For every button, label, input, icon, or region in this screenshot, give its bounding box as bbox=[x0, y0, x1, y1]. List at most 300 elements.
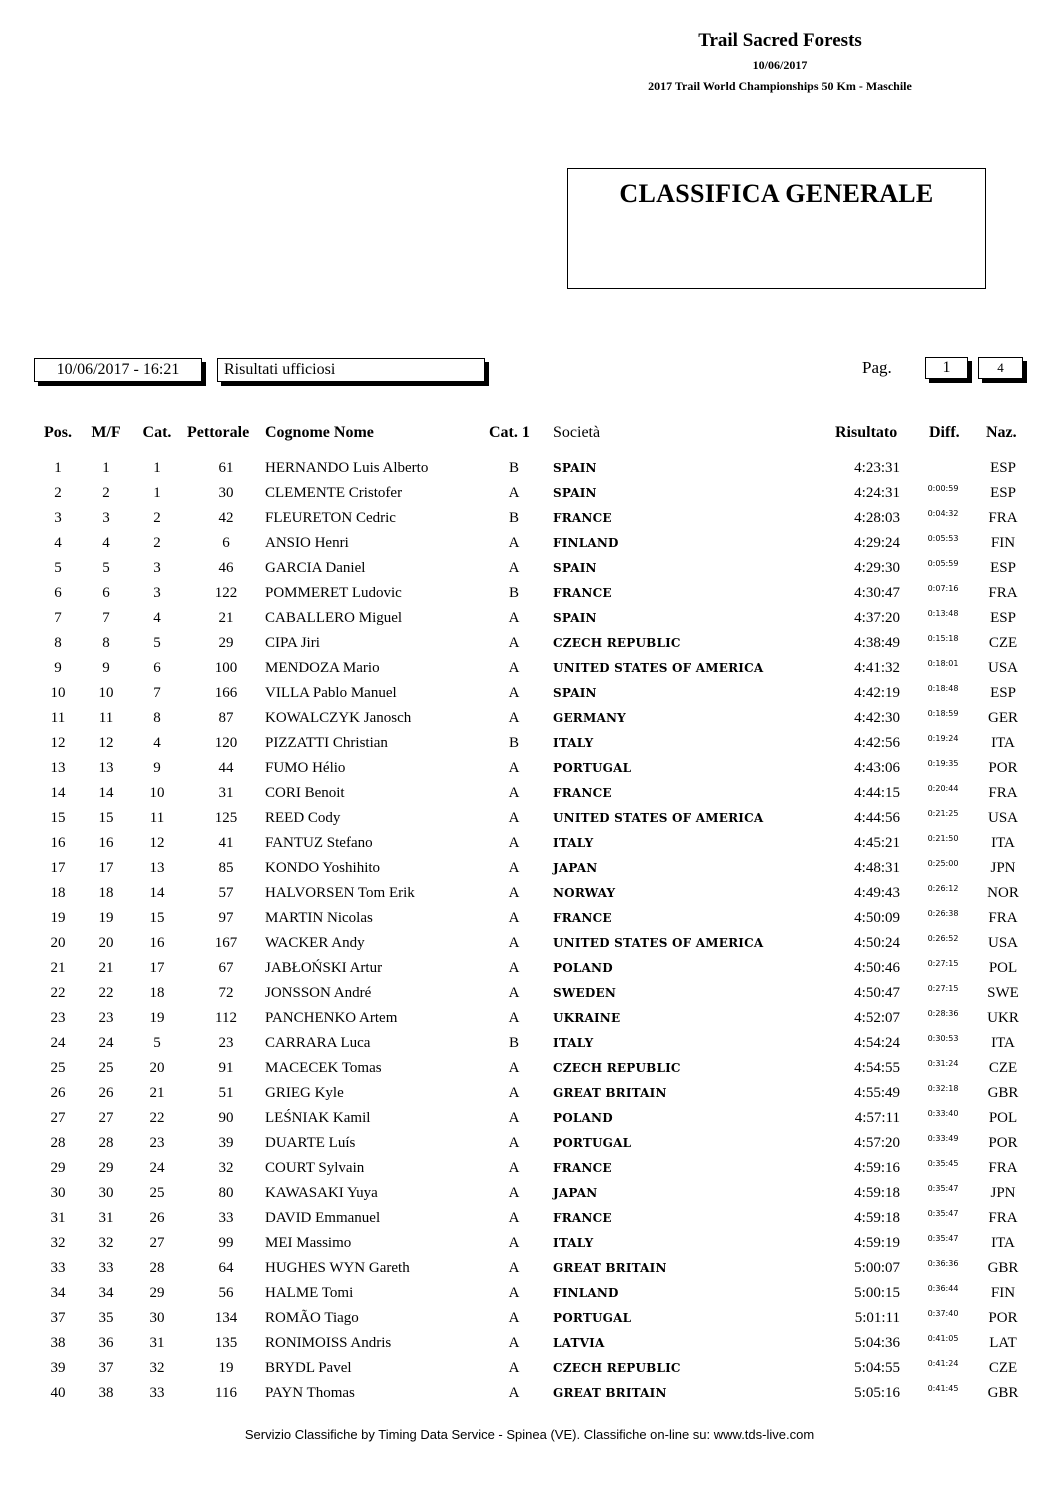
cell-bib: 33 bbox=[218, 1210, 234, 1226]
cell-nation: ITA bbox=[991, 735, 1015, 751]
cell-nation: NOR bbox=[987, 885, 1019, 901]
cell-nation: CZE bbox=[988, 1360, 1018, 1376]
cell-name: KOWALCZYK Janosch bbox=[265, 710, 412, 726]
cell-nation: FRA bbox=[988, 1210, 1018, 1226]
cell-name: WACKER Andy bbox=[265, 935, 365, 951]
cell-diff: 0:30:53 bbox=[927, 1034, 959, 1043]
table-row bbox=[0, 932, 1059, 957]
cell-club: GREAT BRITAIN bbox=[553, 1261, 667, 1275]
cell-mf: 9 bbox=[102, 660, 110, 676]
cell-name: RONIMOISS Andris bbox=[265, 1335, 392, 1351]
cell-pos: 16 bbox=[50, 835, 66, 851]
cell-name: HERNANDO Luis Alberto bbox=[265, 460, 429, 476]
cell-result: 4:50:24 bbox=[854, 935, 900, 951]
cell-pos: 3 bbox=[54, 510, 62, 526]
cell-nation: ITA bbox=[991, 1035, 1015, 1051]
cell-bib: 125 bbox=[214, 810, 238, 826]
cell-club: GREAT BRITAIN bbox=[553, 1086, 667, 1100]
cell-cat1: A bbox=[508, 910, 520, 926]
cell-cat1: A bbox=[508, 1335, 520, 1351]
cell-pos: 8 bbox=[54, 635, 62, 651]
cell-mf: 12 bbox=[98, 735, 114, 751]
cell-cat: 14 bbox=[149, 885, 165, 901]
table-row bbox=[0, 1282, 1059, 1307]
cell-mf: 28 bbox=[98, 1135, 114, 1151]
table-row bbox=[0, 457, 1059, 482]
cell-cat: 2 bbox=[153, 510, 161, 526]
cell-cat1: A bbox=[508, 1235, 520, 1251]
cell-pos: 32 bbox=[50, 1235, 66, 1251]
cell-cat1: B bbox=[508, 1035, 519, 1051]
table-row bbox=[0, 682, 1059, 707]
cell-result: 4:24:31 bbox=[854, 485, 900, 501]
cell-club: UNITED STATES OF AMERICA bbox=[553, 936, 764, 950]
cell-cat: 9 bbox=[153, 760, 161, 776]
cell-nation: POL bbox=[988, 960, 1018, 976]
cell-name: HUGHES WYN Gareth bbox=[265, 1260, 410, 1276]
table-row bbox=[0, 1257, 1059, 1282]
cell-diff: 0:21:50 bbox=[927, 834, 959, 843]
cell-pos: 20 bbox=[50, 935, 66, 951]
cell-bib: 39 bbox=[218, 1135, 234, 1151]
cell-bib: 21 bbox=[218, 610, 234, 626]
cell-bib: 91 bbox=[218, 1060, 234, 1076]
cell-diff: 0:05:59 bbox=[927, 559, 959, 568]
cell-cat1: A bbox=[508, 660, 520, 676]
cell-pos: 9 bbox=[54, 660, 62, 676]
cell-diff: 0:04:32 bbox=[927, 509, 959, 518]
cell-pos: 13 bbox=[50, 760, 66, 776]
cell-diff: 0:37:40 bbox=[927, 1309, 959, 1318]
table-header bbox=[0, 424, 1059, 446]
cell-pos: 38 bbox=[50, 1335, 66, 1351]
cell-pos: 1 bbox=[54, 460, 62, 476]
cell-bib: 6 bbox=[222, 535, 230, 551]
cell-diff: 0:36:44 bbox=[927, 1284, 959, 1293]
cell-result: 4:44:56 bbox=[854, 810, 900, 826]
cell-pos: 30 bbox=[50, 1185, 66, 1201]
cell-pos: 23 bbox=[50, 1010, 66, 1026]
cell-cat1: A bbox=[508, 560, 520, 576]
cell-result: 5:00:15 bbox=[854, 1285, 900, 1301]
cell-mf: 22 bbox=[98, 985, 114, 1001]
cell-club: SPAIN bbox=[553, 486, 597, 500]
cell-name: MEI Massimo bbox=[265, 1235, 352, 1251]
cell-result: 4:38:49 bbox=[854, 635, 900, 651]
cell-mf: 32 bbox=[98, 1235, 114, 1251]
cell-mf: 8 bbox=[102, 635, 110, 651]
table-row bbox=[0, 807, 1059, 832]
cell-diff: 0:18:48 bbox=[927, 684, 959, 693]
cell-pos: 4 bbox=[54, 535, 62, 551]
cell-bib: 42 bbox=[218, 510, 234, 526]
cell-diff: 0:41:05 bbox=[927, 1334, 959, 1343]
cell-pos: 33 bbox=[50, 1260, 66, 1276]
cell-name: DAVID Emmanuel bbox=[265, 1210, 381, 1226]
cell-name: CIPA Jiri bbox=[265, 635, 320, 651]
cell-nation: GBR bbox=[987, 1385, 1019, 1401]
timestamp-box: 10/06/2017 - 16:21 bbox=[34, 358, 202, 382]
cell-cat1: A bbox=[508, 960, 520, 976]
cell-club: JAPAN bbox=[553, 861, 598, 875]
cell-nation: FRA bbox=[988, 785, 1018, 801]
cell-pos: 6 bbox=[54, 585, 62, 601]
cell-cat1: A bbox=[508, 1385, 520, 1401]
header-diff: Diff. bbox=[929, 424, 960, 441]
cell-name: ANSIO Henri bbox=[265, 535, 349, 551]
cell-nation: POR bbox=[988, 1310, 1018, 1326]
cell-club: SPAIN bbox=[553, 561, 597, 575]
cell-cat1: A bbox=[508, 1360, 520, 1376]
cell-name: KONDO Yoshihito bbox=[265, 860, 381, 876]
cell-cat1: A bbox=[508, 835, 520, 851]
cell-club: FRANCE bbox=[553, 911, 612, 925]
cell-result: 4:57:11 bbox=[854, 1110, 900, 1126]
table-row bbox=[0, 707, 1059, 732]
cell-cat: 20 bbox=[149, 1060, 165, 1076]
cell-cat: 29 bbox=[149, 1285, 165, 1301]
cell-club: ITALY bbox=[553, 1036, 594, 1050]
cell-pos: 2 bbox=[54, 485, 62, 501]
cell-cat1: A bbox=[508, 860, 520, 876]
cell-name: PANCHENKO Artem bbox=[265, 1010, 398, 1026]
cell-bib: 85 bbox=[218, 860, 234, 876]
cell-mf: 19 bbox=[98, 910, 114, 926]
table-row bbox=[0, 732, 1059, 757]
cell-pos: 21 bbox=[50, 960, 66, 976]
cell-result: 4:42:30 bbox=[854, 710, 900, 726]
table-row bbox=[0, 1207, 1059, 1232]
cell-name: PIZZATTI Christian bbox=[265, 735, 388, 751]
cell-club: PORTUGAL bbox=[553, 1136, 632, 1150]
cell-diff: 0:05:53 bbox=[927, 534, 959, 543]
cell-diff: 0:26:52 bbox=[927, 934, 959, 943]
cell-result: 4:57:20 bbox=[854, 1135, 900, 1151]
cell-club: GREAT BRITAIN bbox=[553, 1386, 667, 1400]
table-row bbox=[0, 1307, 1059, 1332]
cell-result: 4:59:18 bbox=[854, 1185, 900, 1201]
cell-bib: 112 bbox=[215, 1010, 237, 1026]
cell-diff: 0:32:18 bbox=[927, 1084, 959, 1093]
cell-pos: 24 bbox=[50, 1035, 66, 1051]
cell-mf: 34 bbox=[98, 1285, 114, 1301]
cell-cat: 23 bbox=[149, 1135, 165, 1151]
cell-name: MACECEK Tomas bbox=[265, 1060, 382, 1076]
cell-name: JONSSON André bbox=[265, 985, 372, 1001]
cell-cat: 5 bbox=[153, 1035, 161, 1051]
cell-pos: 18 bbox=[50, 885, 66, 901]
cell-cat: 27 bbox=[149, 1235, 165, 1251]
cell-cat1: A bbox=[508, 1285, 520, 1301]
cell-result: 4:23:31 bbox=[854, 460, 900, 476]
cell-bib: 97 bbox=[218, 910, 234, 926]
cell-club: PORTUGAL bbox=[553, 1311, 632, 1325]
cell-mf: 30 bbox=[98, 1185, 114, 1201]
table-row bbox=[0, 1232, 1059, 1257]
cell-bib: 134 bbox=[214, 1310, 238, 1326]
table-row bbox=[0, 1332, 1059, 1357]
cell-name: HALME Tomi bbox=[265, 1285, 354, 1301]
cell-cat: 5 bbox=[153, 635, 161, 651]
table-row bbox=[0, 757, 1059, 782]
cell-bib: 30 bbox=[218, 485, 234, 501]
cell-cat1: A bbox=[508, 935, 520, 951]
cell-pos: 7 bbox=[54, 610, 62, 626]
header-nation: Naz. bbox=[986, 424, 1017, 441]
cell-nation: USA bbox=[987, 935, 1018, 951]
cell-club: SPAIN bbox=[553, 611, 597, 625]
cell-bib: 122 bbox=[214, 585, 238, 601]
cell-result: 4:54:24 bbox=[854, 1035, 900, 1051]
cell-pos: 28 bbox=[50, 1135, 66, 1151]
cell-result: 4:42:56 bbox=[854, 735, 900, 751]
cell-cat1: A bbox=[508, 1010, 520, 1026]
cell-result: 4:59:16 bbox=[854, 1160, 900, 1176]
cell-cat: 3 bbox=[153, 560, 161, 576]
cell-pos: 19 bbox=[50, 910, 66, 926]
cell-mf: 5 bbox=[102, 560, 110, 576]
cell-nation: POL bbox=[988, 1110, 1018, 1126]
cell-cat: 12 bbox=[149, 835, 165, 851]
cell-club: FRANCE bbox=[553, 1161, 612, 1175]
header-result: Risultato bbox=[835, 424, 898, 441]
cell-bib: 44 bbox=[218, 760, 234, 776]
cell-cat1: A bbox=[508, 610, 520, 626]
cell-result: 4:55:49 bbox=[854, 1085, 900, 1101]
cell-cat: 32 bbox=[149, 1360, 165, 1376]
cell-pos: 17 bbox=[50, 860, 66, 876]
cell-nation: GER bbox=[988, 710, 1018, 726]
cell-bib: 99 bbox=[218, 1235, 234, 1251]
cell-diff: 0:00:59 bbox=[927, 484, 959, 493]
cell-bib: 57 bbox=[218, 885, 234, 901]
cell-cat1: A bbox=[508, 1210, 520, 1226]
cell-diff: 0:33:49 bbox=[927, 1134, 959, 1143]
cell-result: 4:29:24 bbox=[854, 535, 900, 551]
cell-cat: 31 bbox=[149, 1335, 165, 1351]
cell-result: 4:49:43 bbox=[854, 885, 900, 901]
cell-cat1: B bbox=[508, 735, 519, 751]
cell-club: SPAIN bbox=[553, 686, 597, 700]
cell-mf: 21 bbox=[98, 960, 114, 976]
cell-bib: 29 bbox=[218, 635, 234, 651]
cell-name: MENDOZA Mario bbox=[265, 660, 380, 676]
cell-result: 4:59:18 bbox=[854, 1210, 900, 1226]
cell-cat1: B bbox=[508, 510, 519, 526]
classification-title: CLASSIFICA GENERALE bbox=[619, 179, 934, 208]
cell-pos: 11 bbox=[50, 710, 66, 726]
cell-cat: 2 bbox=[153, 535, 161, 551]
table-row bbox=[0, 1057, 1059, 1082]
cell-nation: FIN bbox=[990, 1285, 1016, 1301]
cell-nation: SWE bbox=[987, 985, 1019, 1001]
event-title: Trail Sacred Forests bbox=[698, 30, 862, 51]
status-box: Risultati ufficiosi bbox=[217, 358, 485, 382]
cell-cat: 22 bbox=[149, 1110, 165, 1126]
cell-cat: 4 bbox=[153, 735, 161, 751]
cell-bib: 56 bbox=[218, 1285, 234, 1301]
cell-mf: 20 bbox=[98, 935, 114, 951]
table-row bbox=[0, 482, 1059, 507]
cell-nation: ITA bbox=[991, 835, 1015, 851]
cell-diff: 0:19:35 bbox=[927, 759, 959, 768]
cell-cat1: A bbox=[508, 535, 520, 551]
cell-club: SPAIN bbox=[553, 461, 597, 475]
cell-diff: 0:36:36 bbox=[927, 1259, 959, 1268]
cell-pos: 15 bbox=[50, 810, 66, 826]
cell-pos: 10 bbox=[50, 685, 66, 701]
cell-bib: 32 bbox=[218, 1160, 234, 1176]
cell-cat: 25 bbox=[149, 1185, 165, 1201]
cell-cat: 1 bbox=[153, 460, 161, 476]
table-row bbox=[0, 607, 1059, 632]
header-cat1: Cat. 1 bbox=[489, 424, 530, 441]
table-row bbox=[0, 982, 1059, 1007]
cell-diff: 0:20:44 bbox=[927, 784, 959, 793]
cell-pos: 29 bbox=[50, 1160, 66, 1176]
cell-club: ITALY bbox=[553, 836, 594, 850]
cell-result: 5:05:16 bbox=[854, 1385, 900, 1401]
cell-diff: 0:19:24 bbox=[927, 734, 959, 743]
footer-text: Servizio Classifiche by Timing Data Service - Spinea (VE). Classifiche on-line su: www.tds-live.com bbox=[244, 1427, 815, 1442]
event-subtitle: 2017 Trail World Championships 50 Km - Maschile bbox=[648, 79, 912, 93]
cell-pos: 27 bbox=[50, 1110, 66, 1126]
cell-bib: 31 bbox=[218, 785, 234, 801]
cell-mf: 26 bbox=[98, 1085, 114, 1101]
cell-name: PAYN Thomas bbox=[265, 1385, 355, 1401]
cell-diff: 0:31:24 bbox=[927, 1059, 959, 1068]
cell-name: BRYDL Pavel bbox=[265, 1360, 352, 1376]
cell-cat1: A bbox=[508, 1310, 520, 1326]
cell-diff: 0:27:15 bbox=[927, 959, 959, 968]
cell-nation: FRA bbox=[988, 585, 1018, 601]
cell-bib: 167 bbox=[214, 935, 238, 951]
cell-cat1: A bbox=[508, 985, 520, 1001]
cell-bib: 67 bbox=[218, 960, 234, 976]
cell-result: 4:28:03 bbox=[854, 510, 900, 526]
cell-cat1: A bbox=[508, 785, 520, 801]
cell-bib: 19 bbox=[218, 1360, 234, 1376]
table-row bbox=[0, 857, 1059, 882]
cell-cat: 7 bbox=[153, 685, 161, 701]
cell-nation: FRA bbox=[988, 910, 1018, 926]
cell-name: GARCIA Daniel bbox=[265, 560, 366, 576]
cell-nation: JPN bbox=[990, 1185, 1016, 1201]
cell-bib: 135 bbox=[214, 1335, 238, 1351]
cell-club: CZECH REPUBLIC bbox=[553, 636, 681, 650]
cell-nation: FRA bbox=[988, 510, 1018, 526]
cell-club: SWEDEN bbox=[553, 986, 617, 1000]
table-row bbox=[0, 1357, 1059, 1382]
cell-pos: 22 bbox=[50, 985, 66, 1001]
results-table bbox=[0, 457, 1059, 1407]
table-row bbox=[0, 1007, 1059, 1032]
cell-mf: 37 bbox=[98, 1360, 114, 1376]
cell-bib: 61 bbox=[218, 460, 234, 476]
cell-pos: 37 bbox=[50, 1310, 66, 1326]
cell-cat: 11 bbox=[149, 810, 165, 826]
cell-name: POMMERET Ludovic bbox=[265, 585, 402, 601]
cell-name: DUARTE Luís bbox=[265, 1135, 356, 1151]
table-row bbox=[0, 957, 1059, 982]
cell-name: FLEURETON Cedric bbox=[265, 510, 396, 526]
cell-mf: 2 bbox=[102, 485, 110, 501]
cell-name: CARRARA Luca bbox=[265, 1035, 371, 1051]
cell-club: ITALY bbox=[553, 1236, 594, 1250]
cell-cat: 21 bbox=[149, 1085, 165, 1101]
cell-pos: 25 bbox=[50, 1060, 66, 1076]
cell-cat1: A bbox=[508, 685, 520, 701]
table-row bbox=[0, 1182, 1059, 1207]
cell-club: NORWAY bbox=[553, 886, 616, 900]
header-bib: Pettorale bbox=[187, 424, 250, 441]
table-row bbox=[0, 532, 1059, 557]
cell-cat1: A bbox=[508, 1260, 520, 1276]
cell-diff: 0:27:15 bbox=[927, 984, 959, 993]
cell-name: HALVORSEN Tom Erik bbox=[265, 885, 415, 901]
cell-bib: 116 bbox=[215, 1385, 237, 1401]
cell-bib: 80 bbox=[218, 1185, 234, 1201]
cell-result: 4:42:19 bbox=[854, 685, 900, 701]
cell-cat: 3 bbox=[153, 585, 161, 601]
cell-diff: 0:35:47 bbox=[927, 1234, 959, 1243]
cell-pos: 14 bbox=[50, 785, 66, 801]
event-date: 10/06/2017 bbox=[752, 58, 808, 72]
cell-cat1: A bbox=[508, 1185, 520, 1201]
cell-name: KAWASAKI Yuya bbox=[265, 1185, 378, 1201]
cell-result: 4:50:47 bbox=[854, 985, 900, 1001]
page-total: 4 bbox=[978, 357, 1023, 379]
header-pos: Pos. bbox=[44, 424, 72, 441]
cell-club: FINLAND bbox=[553, 1286, 619, 1300]
cell-mf: 17 bbox=[98, 860, 114, 876]
cell-nation: ESP bbox=[990, 485, 1016, 501]
cell-mf: 1 bbox=[102, 460, 110, 476]
cell-mf: 24 bbox=[98, 1035, 114, 1051]
header-cat: Cat. bbox=[142, 424, 172, 441]
cell-nation: CZE bbox=[988, 635, 1018, 651]
cell-nation: ESP bbox=[990, 460, 1016, 476]
cell-cat1: A bbox=[508, 710, 520, 726]
cell-result: 5:04:55 bbox=[854, 1360, 900, 1376]
cell-club: UNITED STATES OF AMERICA bbox=[553, 661, 764, 675]
cell-name: REED Cody bbox=[265, 810, 341, 826]
cell-mf: 27 bbox=[98, 1110, 114, 1126]
table-row bbox=[0, 507, 1059, 532]
cell-name: FANTUZ Stefano bbox=[265, 835, 373, 851]
cell-name: CORI Benoit bbox=[265, 785, 345, 801]
cell-result: 5:00:07 bbox=[854, 1260, 900, 1276]
cell-nation: USA bbox=[987, 810, 1018, 826]
cell-diff: 0:35:47 bbox=[927, 1184, 959, 1193]
cell-nation: ESP bbox=[990, 685, 1016, 701]
cell-cat1: A bbox=[508, 1160, 520, 1176]
cell-diff: 0:35:45 bbox=[927, 1159, 959, 1168]
cell-mf: 38 bbox=[98, 1385, 114, 1401]
cell-nation: LAT bbox=[989, 1335, 1017, 1351]
cell-nation: ESP bbox=[990, 610, 1016, 626]
cell-cat: 33 bbox=[149, 1385, 165, 1401]
cell-cat: 26 bbox=[149, 1210, 165, 1226]
cell-result: 4:29:30 bbox=[854, 560, 900, 576]
cell-mf: 13 bbox=[98, 760, 114, 776]
cell-mf: 31 bbox=[98, 1210, 114, 1226]
cell-result: 4:44:15 bbox=[854, 785, 900, 801]
page-label: Pag. bbox=[862, 358, 892, 377]
cell-mf: 7 bbox=[102, 610, 110, 626]
cell-result: 4:37:20 bbox=[854, 610, 900, 626]
cell-name: VILLA Pablo Manuel bbox=[265, 685, 397, 701]
